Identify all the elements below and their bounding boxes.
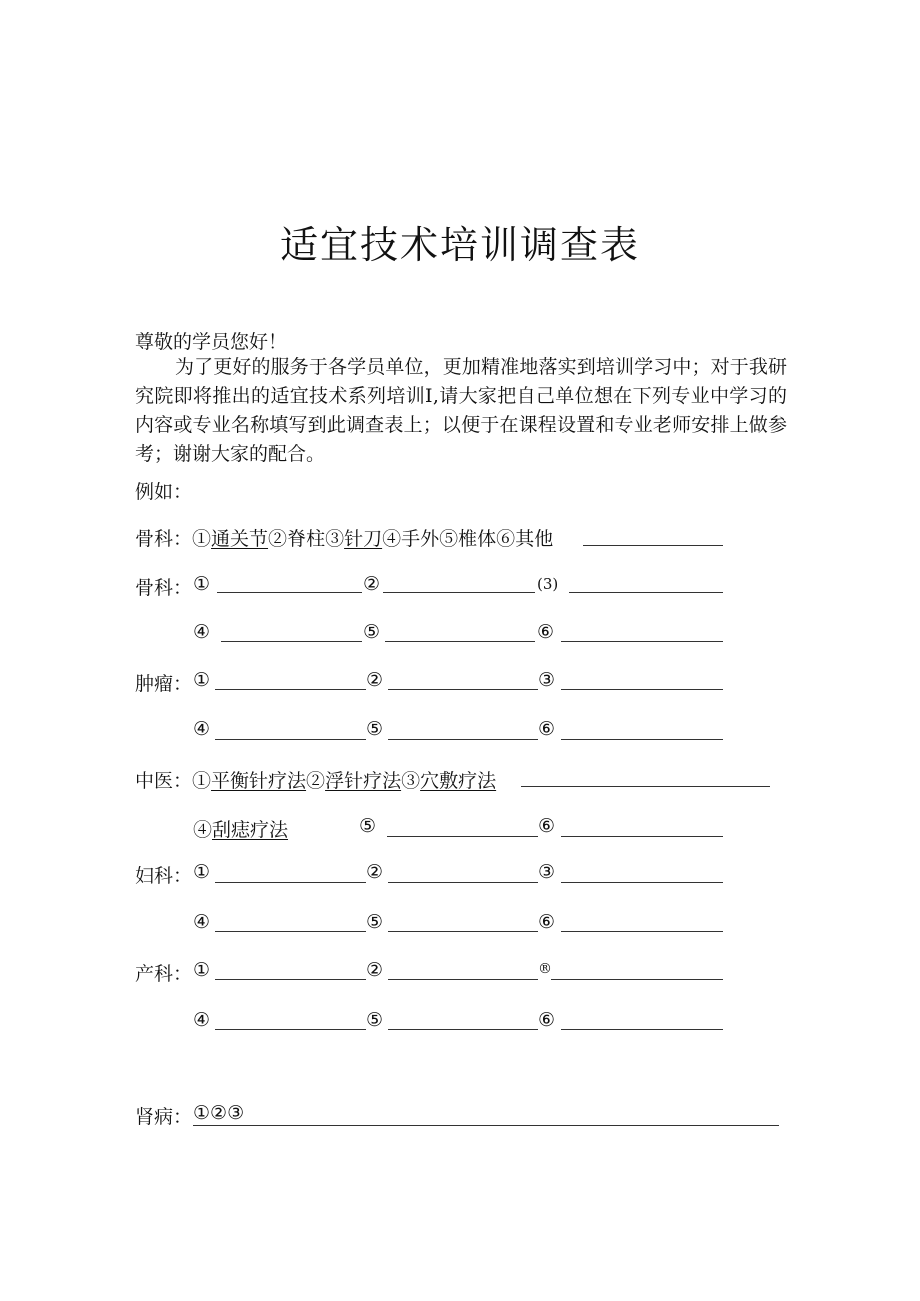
- example-mark-1: ①: [192, 528, 212, 550]
- obstetrics-label: 产科：: [135, 963, 193, 985]
- orthopedics-blank-3[interactable]: [569, 592, 723, 593]
- orthopedics-mark-1: ①: [193, 573, 211, 595]
- gynecology-mark-5: ⑤: [366, 911, 384, 933]
- example-text-6: 其他: [515, 528, 554, 550]
- tcm-blank-3[interactable]: [561, 836, 723, 837]
- orthopedics-mark-6: ⑥: [537, 621, 555, 643]
- orthopedics-mark-2: ②: [363, 573, 381, 595]
- gynecology-blank-4[interactable]: [215, 931, 366, 932]
- tcm-text-1: 平衡针疗法: [211, 770, 307, 792]
- oncology-label: 肿瘤：: [135, 673, 193, 695]
- obstetrics-mark-5: ⑤: [366, 1009, 384, 1031]
- oncology-mark-5: ⑤: [366, 718, 384, 740]
- tcm-mark-3: ③: [401, 770, 421, 792]
- example-text-1: 通关节: [211, 528, 269, 550]
- obstetrics-blank-6[interactable]: [561, 1029, 723, 1030]
- obstetrics-blank-1[interactable]: [215, 979, 366, 980]
- tcm-mark-5: ⑤: [359, 815, 377, 837]
- obstetrics-blank-3[interactable]: [551, 979, 723, 980]
- obstetrics-blank-5[interactable]: [388, 1029, 538, 1030]
- gynecology-blank-6[interactable]: [561, 931, 723, 932]
- orthopedics-mark-3: (3): [537, 575, 559, 593]
- example-mark-2: ②: [268, 528, 288, 550]
- tcm-blank-1[interactable]: [521, 786, 770, 787]
- tcm-row: [135, 766, 496, 793]
- example-label: 例如：: [135, 481, 193, 503]
- tcm-mark-4: ④: [193, 819, 213, 841]
- orthopedics-label: 骨科：: [135, 577, 193, 599]
- tcm-text-4: 刮痣疗法: [212, 819, 289, 841]
- orthopedics-blank-1[interactable]: [217, 592, 362, 593]
- gynecology-mark-3: ③: [538, 861, 556, 883]
- example-mark-3: ③: [325, 528, 345, 550]
- gynecology-blank-5[interactable]: [388, 931, 538, 932]
- example-mark-6: ⑥: [496, 528, 516, 550]
- orthopedics-blank-4[interactable]: [221, 641, 362, 642]
- example-text-4: 手外: [401, 528, 440, 550]
- tcm-mark-2: ②: [306, 770, 326, 792]
- tcm-text-2: 浮针疗法: [325, 770, 402, 792]
- example-mark-4: ④: [382, 528, 402, 550]
- obstetrics-mark-1: ①: [193, 959, 211, 981]
- intro-paragraph: 为了更好的服务于各学员单位，更加精准地落实到培训学习中；对于我研究院即将推出的适宜技术系列培训Ⅰ,请大家把自己单位想在下列专业中学习的内容或专业名称填写到此调查表上；以便于在课程设置和专业老师安排上做参考；谢谢大家的配合。: [135, 356, 787, 465]
- example-blank[interactable]: [583, 545, 723, 546]
- obstetrics-mark-4: ④: [193, 1009, 211, 1031]
- obstetrics-mark-2: ②: [366, 959, 384, 981]
- example-row: [135, 524, 553, 551]
- orthopedics-mark-5: ⑤: [363, 621, 381, 643]
- example-mark-5: ⑤: [439, 528, 459, 550]
- tcm-label: 中医：: [135, 770, 193, 792]
- example-text-3: 针刀: [344, 528, 383, 550]
- orthopedics-blank-5[interactable]: [385, 641, 535, 642]
- oncology-mark-1: ①: [193, 669, 211, 691]
- oncology-mark-4: ④: [193, 718, 211, 740]
- gynecology-blank-1[interactable]: [215, 882, 366, 883]
- oncology-blank-3[interactable]: [561, 689, 723, 690]
- tcm-mark-1: ①: [192, 770, 212, 792]
- example-row-label: 骨科：: [135, 528, 193, 550]
- gynecology-mark-6: ⑥: [538, 911, 556, 933]
- gynecology-mark-4: ④: [193, 911, 211, 933]
- oncology-blank-4[interactable]: [215, 739, 366, 740]
- gynecology-label: 妇科：: [135, 865, 193, 887]
- oncology-blank-6[interactable]: [561, 739, 723, 740]
- gynecology-blank-2[interactable]: [388, 882, 538, 883]
- gynecology-blank-3[interactable]: [561, 882, 723, 883]
- obstetrics-blank-4[interactable]: [215, 1029, 366, 1030]
- oncology-mark-2: ②: [366, 669, 384, 691]
- oncology-mark-6: ⑥: [538, 718, 556, 740]
- oncology-blank-5[interactable]: [388, 739, 538, 740]
- gynecology-mark-2: ②: [366, 861, 384, 883]
- tcm-blank-2[interactable]: [387, 836, 538, 837]
- orthopedics-blank-6[interactable]: [561, 641, 723, 642]
- gynecology-mark-1: ①: [193, 861, 211, 883]
- tcm-row-2: [193, 815, 288, 842]
- nephrology-label: 肾病：: [135, 1106, 193, 1128]
- oncology-blank-2[interactable]: [388, 689, 538, 690]
- example-text-2: 脊柱: [287, 528, 326, 550]
- nephrology-marks: ①②③: [193, 1102, 245, 1124]
- orthopedics-mark-4: ④: [193, 621, 211, 643]
- orthopedics-blank-2[interactable]: [383, 592, 535, 593]
- oncology-blank-1[interactable]: [215, 689, 366, 690]
- greeting: 尊敬的学员您好！: [135, 331, 288, 353]
- oncology-mark-3: ③: [538, 669, 556, 691]
- tcm-mark-6: ⑥: [538, 815, 556, 837]
- example-text-5: 椎体: [458, 528, 497, 550]
- obstetrics-blank-2[interactable]: [388, 979, 538, 980]
- tcm-text-3: 穴敷疗法: [420, 770, 497, 792]
- page-title: 适宜技术培训调查表: [279, 223, 640, 267]
- obstetrics-mark-3: ®: [538, 961, 552, 977]
- obstetrics-mark-6: ⑥: [538, 1009, 556, 1031]
- nephrology-blank[interactable]: [193, 1125, 779, 1126]
